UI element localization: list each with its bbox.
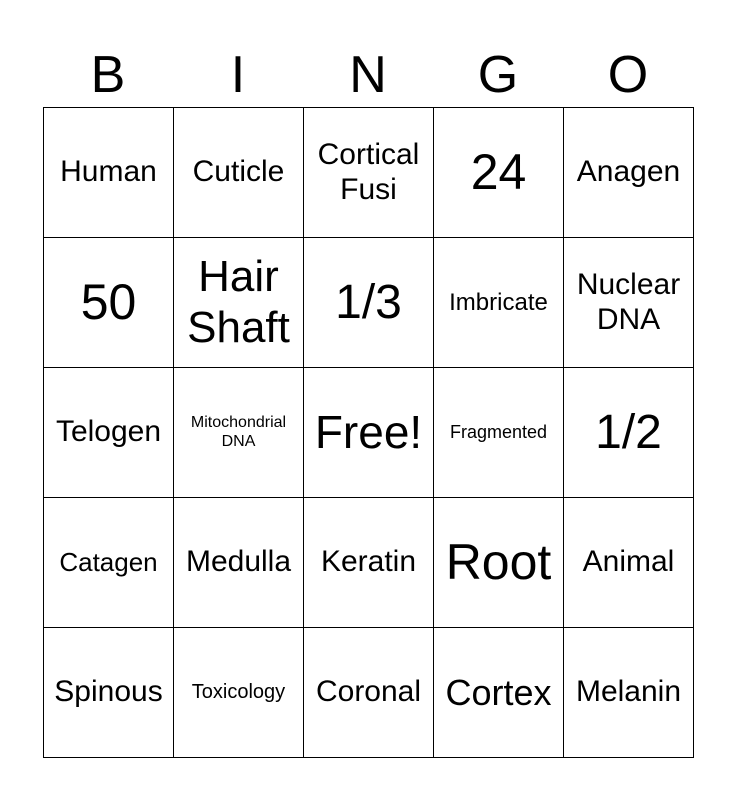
bingo-cell[interactable]: Cortical Fusi xyxy=(304,108,434,238)
header-letter-i: I xyxy=(230,46,246,104)
bingo-cell[interactable]: 24 xyxy=(434,108,564,238)
bingo-cell[interactable]: Animal xyxy=(564,498,694,628)
header-letter-b: B xyxy=(90,46,126,104)
bingo-cell[interactable]: 50 xyxy=(44,238,174,368)
bingo-cell[interactable]: Medulla xyxy=(174,498,304,628)
bingo-cell[interactable]: Hair Shaft xyxy=(174,238,304,368)
bingo-cell[interactable]: Cuticle xyxy=(174,108,304,238)
bingo-cell[interactable]: Nuclear DNA xyxy=(564,238,694,368)
bingo-header xyxy=(43,42,693,108)
free-space-cell[interactable]: Free! xyxy=(304,368,434,498)
bingo-cell[interactable]: Toxicology xyxy=(174,628,304,758)
bingo-cell[interactable]: Spinous xyxy=(44,628,174,758)
bingo-cell[interactable]: Melanin xyxy=(564,628,694,758)
bingo-cell[interactable]: Root xyxy=(434,498,564,628)
bingo-cell[interactable]: Mitochondrial DNA xyxy=(174,368,304,498)
bingo-cell[interactable]: Cortex xyxy=(434,628,564,758)
header-letter-g: G xyxy=(477,46,519,104)
bingo-cell[interactable]: Catagen xyxy=(44,498,174,628)
header-letter-o: O xyxy=(607,46,649,104)
bingo-cell[interactable]: Coronal xyxy=(304,628,434,758)
bingo-grid xyxy=(43,107,694,758)
header-letter-n: N xyxy=(349,46,387,104)
bingo-cell[interactable]: Fragmented xyxy=(434,368,564,498)
bingo-cell[interactable]: 1/2 xyxy=(564,368,694,498)
bingo-cell[interactable]: Imbricate xyxy=(434,238,564,368)
bingo-cell[interactable]: Telogen xyxy=(44,368,174,498)
bingo-cell[interactable]: 1/3 xyxy=(304,238,434,368)
bingo-cell[interactable]: Anagen xyxy=(564,108,694,238)
bingo-cell[interactable]: Keratin xyxy=(304,498,434,628)
bingo-cell[interactable]: Human xyxy=(44,108,174,238)
